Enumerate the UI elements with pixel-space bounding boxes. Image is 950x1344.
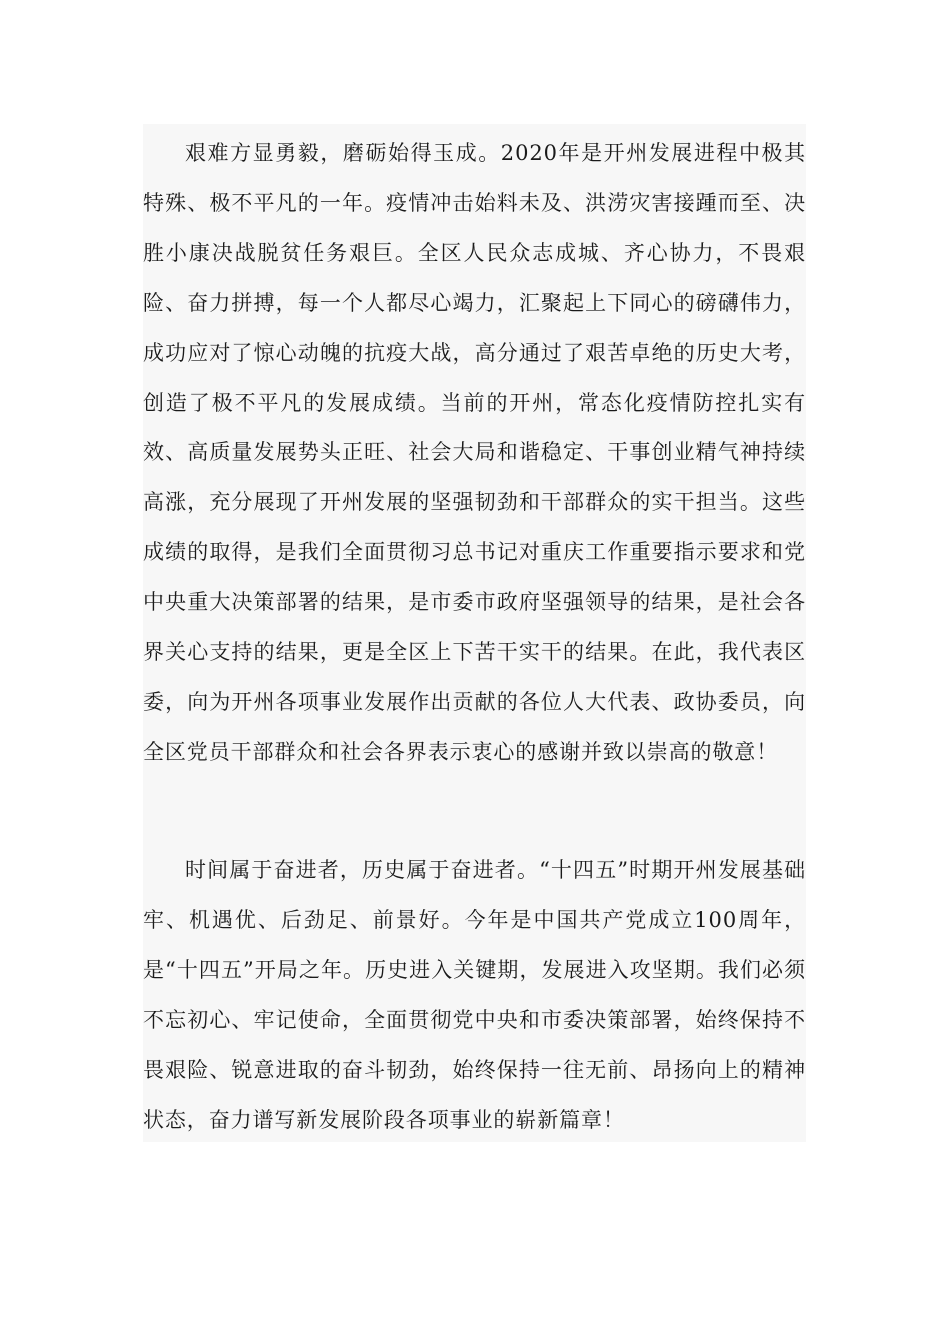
text-block	[143, 124, 806, 1142]
paragraph-1: 艰难方显勇毅，磨砺始得玉成。2020年是开州发展进程中极其特殊、极不平凡的一年。疫情冲击始料未及、洪涝灾害接踵而至、决胜小康决战脱贫任务艰巨。全区人民众志成城、齐心协力，不畏艰险、奋力拼搏，每一个人都尽心竭力，汇聚起上下同心的磅礴伟力，成功应对了惊心动魄的抗疫大战，高分通过了艰苦卓绝的历史大考，创造了极不平凡的发展成绩。当前的开州，常态化疫情防控扎实有效、高质量发展势头正旺、社会大局和谐稳定、干事创业精气神持续高涨，充分展现了开州发展的坚强韧劲和干部群众的实干担当。这些成绩的取得，是我们全面贯彻习总书记对重庆工作重要指示要求和党中央重大决策部署的结果，是市委市政府坚强领导的结果，是社会各界关心支持的结果，更是全区上下苦干实干的结果。在此，我代表区委，向为开州各项事业发展作出贡献的各位人大代表、政协委员，向全区党员干部群众和社会各界表示衷心的感谢并致以崇高的敬意！	[143, 141, 806, 764]
paragraph-2: 时间属于奋进者，历史属于奋进者。“十四五”时期开州发展基础牢、机遇优、后劲足、前景好。今年是中国共产党成立100周年，是“十四五”开局之年。历史进入关键期，发展进入攻坚期。我们必须不忘初心、牢记使命，全面贯彻党中央和市委决策部署，始终保持不畏艰险、锐意进取的奋斗韧劲，始终保持一往无前、昂扬向上的精神状态，奋力谱写新发展阶段各项事业的崭新篇章！	[143, 858, 806, 1132]
